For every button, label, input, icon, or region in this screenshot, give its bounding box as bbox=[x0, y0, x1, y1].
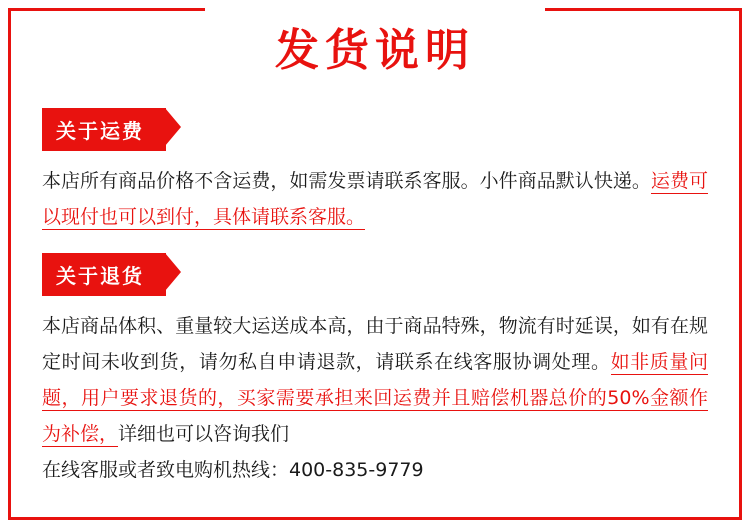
returns-highlight-text: 如非质量问题，用户要求退货的，买家需要承担来回运费并且赔偿机器总价的50%金额作为补偿， bbox=[42, 351, 708, 445]
hotline-text: 在线客服或者致电购机热线：400-835-9779 bbox=[42, 459, 424, 481]
section-body-shipping-fee bbox=[42, 163, 708, 235]
section-shipping-fee bbox=[42, 108, 708, 235]
page-title: 发货说明 bbox=[275, 25, 475, 76]
shipping-fee-normal-text: 本店所有商品价格不含运费，如需发票请联系客服。小件商品默认快递。 bbox=[42, 170, 651, 192]
section-body-returns bbox=[42, 308, 708, 452]
notice-content bbox=[42, 108, 708, 488]
shipping-fee-highlight-text: 运费可以现付也可以到付，具体请联系客服。 bbox=[42, 170, 708, 228]
section-tag-shipping-fee: 关于运费 bbox=[42, 108, 166, 151]
section-returns bbox=[42, 253, 708, 488]
returns-normal-text: 本店商品体积、重量较大运送成本高，由于商品特殊，物流有时延误，如有在规定时间未收到货，请勿私自申请退款，请联系在线客服协调处理。 bbox=[42, 315, 708, 373]
section-tag-returns: 关于退货 bbox=[42, 253, 166, 296]
returns-trailing-text: 详细也可以咨询我们 bbox=[118, 423, 290, 445]
